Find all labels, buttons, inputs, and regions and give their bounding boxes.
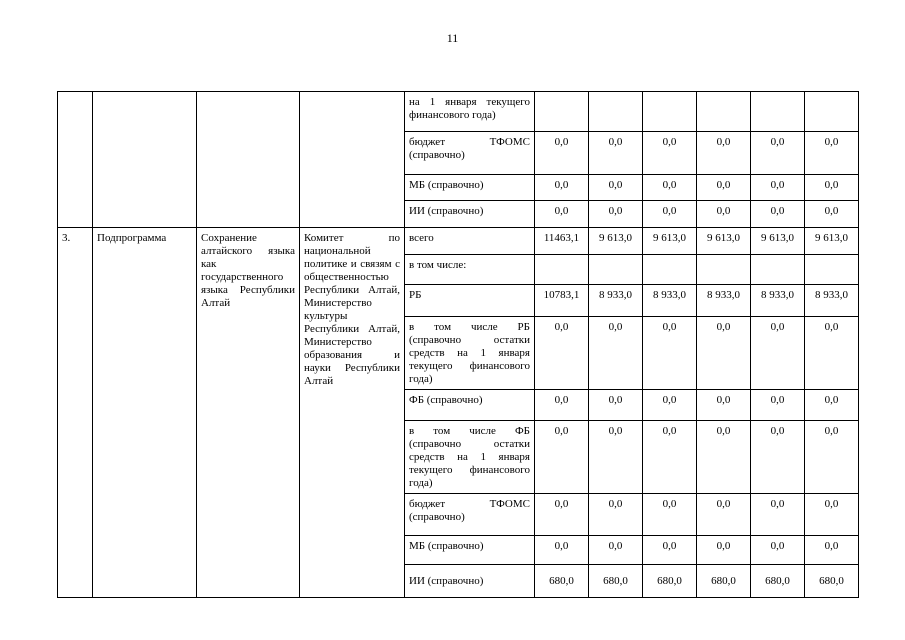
value-cell: 0,0 — [805, 317, 859, 390]
value-cell — [697, 92, 751, 132]
value-cell: 0,0 — [535, 175, 589, 201]
value-cell: 0,0 — [805, 494, 859, 536]
value-cell — [697, 255, 751, 285]
source-cell: в том числе РБ (справочно остатки средств на 1 января текущего финансового года) — [405, 317, 535, 390]
value-cell: 8 933,0 — [751, 285, 805, 317]
value-cell: 0,0 — [751, 421, 805, 494]
value-cell — [535, 255, 589, 285]
source-right: ТФОМС — [489, 136, 530, 148]
value-cell — [805, 92, 859, 132]
value-cell: 9 613,0 — [589, 228, 643, 255]
value-cell: 0,0 — [751, 536, 805, 565]
value-cell: 0,0 — [751, 317, 805, 390]
page-number: 11 — [446, 31, 459, 45]
item-executor: Комитет по национальной политике и связям с общественностью Республики Алтай, Министерство культуры Республики Алтай, Министерство образования и науки Республики Алтай — [300, 228, 405, 598]
item-name: Сохранение алтайского языка как государственного языка Республики Алтай — [197, 228, 300, 598]
value-cell — [805, 255, 859, 285]
value-cell: 9 613,0 — [805, 228, 859, 255]
value-cell: 0,0 — [535, 201, 589, 228]
value-cell: 10783,1 — [535, 285, 589, 317]
table-row — [58, 228, 859, 255]
value-cell: 0,0 — [697, 494, 751, 536]
value-cell: 0,0 — [697, 390, 751, 421]
value-cell: 8 933,0 — [805, 285, 859, 317]
item-number: 3. — [58, 228, 93, 598]
value-cell: 9 613,0 — [697, 228, 751, 255]
value-cell: 0,0 — [805, 201, 859, 228]
value-cell: 0,0 — [751, 201, 805, 228]
value-cell: 0,0 — [805, 132, 859, 175]
value-cell: 0,0 — [697, 317, 751, 390]
value-cell: 680,0 — [643, 565, 697, 598]
value-cell: 9 613,0 — [751, 228, 805, 255]
source-line2: (справочно) — [409, 511, 465, 523]
value-cell — [589, 92, 643, 132]
source-right: ТФОМС — [489, 498, 530, 510]
value-cell: 0,0 — [589, 494, 643, 536]
source-cell: ИИ (справочно) — [405, 565, 535, 598]
value-cell: 0,0 — [697, 175, 751, 201]
source-left: бюджет — [409, 498, 445, 510]
number-cell-empty — [58, 92, 93, 228]
source-line2: (справочно) — [409, 149, 465, 161]
value-cell: 8 933,0 — [589, 285, 643, 317]
value-cell: 0,0 — [589, 201, 643, 228]
value-cell: 0,0 — [589, 175, 643, 201]
value-cell: 0,0 — [589, 317, 643, 390]
value-cell: 0,0 — [751, 390, 805, 421]
value-cell: 0,0 — [535, 421, 589, 494]
item-type: Подпрограмма — [93, 228, 197, 598]
value-cell — [751, 255, 805, 285]
source-cell: ФБ (справочно) — [405, 390, 535, 421]
table-body — [58, 92, 859, 598]
value-cell: 0,0 — [805, 390, 859, 421]
value-cell: 0,0 — [535, 390, 589, 421]
source-cell: МБ (справочно) — [405, 536, 535, 565]
value-cell: 0,0 — [697, 132, 751, 175]
value-cell: 0,0 — [643, 175, 697, 201]
value-cell: 0,0 — [805, 175, 859, 201]
table-row — [58, 92, 859, 132]
value-cell: 680,0 — [697, 565, 751, 598]
value-cell: 8 933,0 — [697, 285, 751, 317]
source-cell: МБ (справочно) — [405, 175, 535, 201]
value-cell: 0,0 — [535, 494, 589, 536]
value-cell — [751, 92, 805, 132]
value-cell: 0,0 — [751, 175, 805, 201]
value-cell: 11463,1 — [535, 228, 589, 255]
value-cell: 0,0 — [643, 494, 697, 536]
value-cell: 680,0 — [589, 565, 643, 598]
executor-cell-empty — [300, 92, 405, 228]
value-cell: 0,0 — [643, 317, 697, 390]
value-cell: 0,0 — [643, 421, 697, 494]
value-cell — [535, 92, 589, 132]
value-cell — [643, 255, 697, 285]
value-cell: 8 933,0 — [643, 285, 697, 317]
source-cell: РБ — [405, 285, 535, 317]
source-cell: в том числе: — [405, 255, 535, 285]
value-cell: 680,0 — [751, 565, 805, 598]
source-cell: в том числе ФБ (справочно остатки средств на 1 января текущего финансового года) — [405, 421, 535, 494]
value-cell: 0,0 — [805, 536, 859, 565]
value-cell: 680,0 — [805, 565, 859, 598]
value-cell: 0,0 — [643, 132, 697, 175]
value-cell: 0,0 — [535, 132, 589, 175]
value-cell: 0,0 — [697, 201, 751, 228]
source-left: бюджет — [409, 136, 445, 148]
value-cell: 0,0 — [751, 494, 805, 536]
type-cell-empty — [93, 92, 197, 228]
value-cell — [643, 92, 697, 132]
value-cell: 0,0 — [589, 132, 643, 175]
source-cell: ИИ (справочно) — [405, 201, 535, 228]
financing-table — [57, 91, 859, 598]
value-cell: 0,0 — [643, 201, 697, 228]
source-cell: всего — [405, 228, 535, 255]
value-cell: 0,0 — [535, 317, 589, 390]
name-cell-empty — [197, 92, 300, 228]
value-cell: 0,0 — [697, 536, 751, 565]
value-cell: 9 613,0 — [643, 228, 697, 255]
value-cell: 0,0 — [589, 421, 643, 494]
value-cell: 0,0 — [643, 390, 697, 421]
value-cell: 0,0 — [535, 536, 589, 565]
value-cell: 0,0 — [589, 390, 643, 421]
value-cell: 0,0 — [643, 536, 697, 565]
value-cell: 0,0 — [589, 536, 643, 565]
value-cell: 680,0 — [535, 565, 589, 598]
value-cell — [589, 255, 643, 285]
value-cell: 0,0 — [697, 421, 751, 494]
source-cell: на 1 января текущего финансового года) — [405, 92, 535, 132]
value-cell: 0,0 — [751, 132, 805, 175]
source-cell — [405, 132, 535, 175]
value-cell: 0,0 — [805, 421, 859, 494]
source-cell — [405, 494, 535, 536]
